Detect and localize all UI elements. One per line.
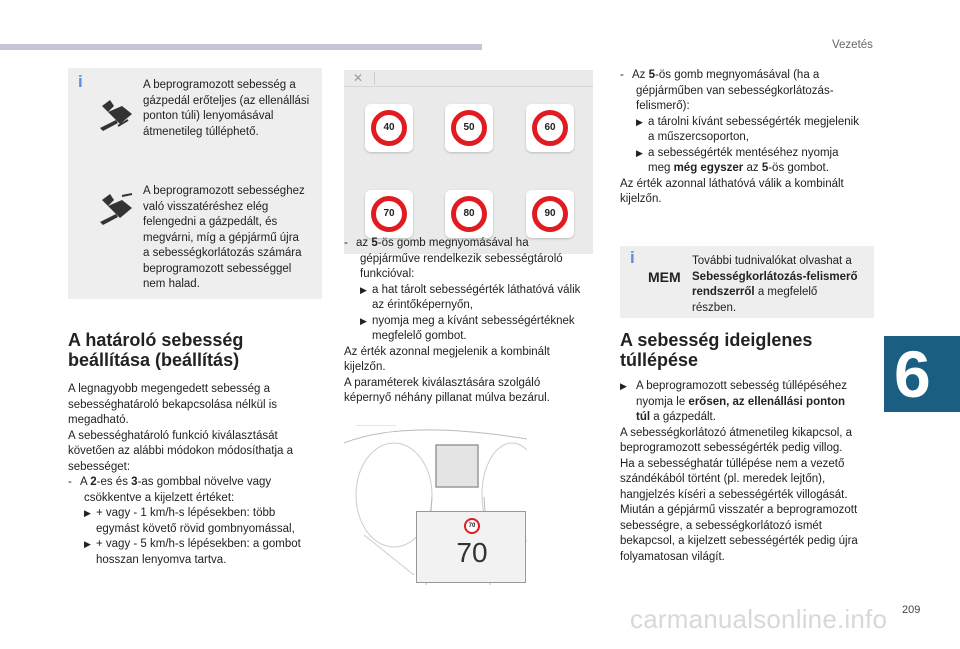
speed-sign-button[interactable]: 90 [526,190,574,238]
small-speed-sign: 70 [464,518,480,534]
overspeed-body: ▶ A beprogramozott sebesség túllépéséhez nyomja le erősen, az ellenállási ponton túl a gázpedált. A sebességkorlátozó átmenetileg kikapcsol, a beprogramozott sebességérték pedig villog. Ha a sebességhatár túllépése nem a vezető szándékából történt (pl. meredek lejtőn), hangjelzés kíséri a sebességérték villogását. Miután a gépjármű visszatér a beprogramozott sebességre, a sebességkorlátozó ismét bekapcsol, a kijelzett sebességérték pedig újra folyamatosan világít. [620,379,882,565]
section-heading-overspeed: A sebesség ideiglenes túllépése [620,330,813,370]
speed-sign-button[interactable]: 80 [445,190,493,238]
foot-pedal-icon [98,98,138,134]
mem-icon: MEM [648,269,681,285]
page-number: 209 [902,604,921,616]
list-item: - az 5-ös gomb megnyomásával ha [344,237,529,249]
section-title: Vezetés [832,39,873,51]
note-overpass: A beprogramozott sebesség a gázpedál erőteljes (az ellenállási ponton túli) lenyomásával átmenetileg túlléphető. [143,79,310,138]
chapter-tab: 6 [884,336,960,412]
list-item: ▶ A beprogramozott sebesség túllépéséhez [620,380,847,392]
info-marker-icon: i [630,248,635,267]
list-subitem: ▶ a tárolni kívánt sebességérték megjelenik [636,115,859,128]
right-info-box [620,246,874,318]
list-subitem: ▶ a sebességérték mentéséhez nyomja [636,146,839,159]
foot-release-icon [98,192,138,228]
list-subitem: ▶ + vagy - 1 km/h-s lépésekben: több [84,507,276,519]
list-subitem: ▶ + vagy - 5 km/h-s lépésekben: a gombot [84,538,301,550]
list-item: - Az 5-ös gomb megnyomásával (ha a [620,69,820,81]
speed-sign-button[interactable]: 50 [445,104,493,152]
mem-note: További tudnivalókat olvashat a Sebességkorlátozás-felismerő rendszerről a megfelelő részben. [692,255,858,314]
speed-sign-button[interactable]: 70 [365,190,413,238]
speed-sign-button[interactable]: 60 [526,104,574,152]
note-return: A beprogramozott sebességhez való visszatéréshez elég felengedni a gázpedált, és megvárni, míg a gépjármű újra a sebességkorlátozás számára beprogramozott sebességgel nem halad. [143,185,305,290]
speed-memory-screen [344,70,593,254]
close-icon[interactable]: ✕ [353,71,364,85]
header-bar [0,44,482,50]
display-speed-value: 70 [456,537,488,568]
memory-body: - az 5-ös gomb megnyomásával ha gépjárműve rendelkezik sebességtároló funkcióval: ▶ a hat tárolt sebességérték láthatóvá válik az érintőképernyőn, ▶ nyomja meg a kívánt sebességértéknek megfelelő gombot. Az érték azonnal megjelenik a kombinált kijelzőn. A paraméterek kiválasztására szolgáló képernyő néhány pillanat múlva bezárul. [344,236,604,407]
speed-sign-button[interactable]: 40 [365,104,413,152]
left-info-box [68,68,322,299]
instrument-cluster-illustration [344,425,527,585]
list-subitem: ▶ a hat tárolt sebességérték láthatóvá válik [360,283,581,296]
list-item: - A 2-es és 3-as gombbal növelve vagy [68,476,272,488]
recognition-body: - Az 5-ös gomb megnyomásával (ha a gépjárműben van sebességkorlátozás- felismerő): ▶ a tárolni kívánt sebességérték megjelenik a műszercsoporton, ▶ a sebességérték mentéséhez nyomja meg még egyszer az 5-ös gombot. Az érték azonnal láthatóvá válik a kombinált kijelzőn. [620,68,882,208]
watermark: carmanualsonline.info [630,604,888,634]
setting-body: A legnagyobb megengedett sebesség a sebességhatároló bekapcsolása nélkül is megadható. A sebességhatároló funkció kiválasztását követően az alábbi módokon módosíthatja a sebességet: - A 2-es és 3-as gombbal növelve vagy csökkentve a kijelzett értéket: ▶ + vagy - 1 km/h-s lépésekben: több egymást követő rövid gombnyomással, ▶ + vagy - 5 km/h-s lépésekben: a gombot hosszan lenyomva tartva. [68,382,338,568]
cluster-zoom-display [416,511,526,583]
list-subitem: ▶ nyomja meg a kívánt sebességértéknek [360,314,575,327]
info-marker-icon: i [78,72,83,91]
section-heading-setting: A határoló sebesség beállítása (beállítás) [68,330,244,370]
